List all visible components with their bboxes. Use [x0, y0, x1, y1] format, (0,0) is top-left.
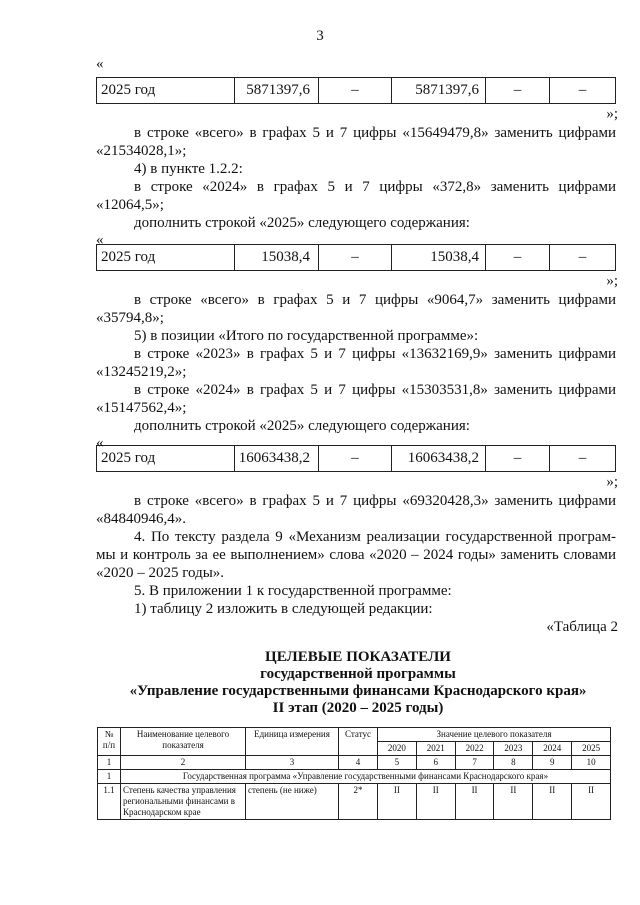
row-name: Степень качества управления региональными финансами в Краснодарском крае	[121, 784, 246, 820]
cell: –	[486, 446, 550, 471]
supplement-line: дополнить строкой «2025» следующего содержания:	[134, 215, 470, 231]
cell: –	[319, 446, 392, 471]
col-number: 5	[378, 756, 417, 770]
cell: 2025 год	[97, 446, 235, 471]
year-header: 2024	[533, 742, 572, 756]
row-value: II	[494, 784, 533, 820]
col-header-status: Статус	[339, 728, 378, 756]
year-header: 2020	[378, 742, 417, 756]
cell: 16063438,2	[392, 446, 486, 471]
para-line: в строке «2023» в графах 5 и 7 цифры «13632169,9» заменить цифрами	[134, 346, 616, 362]
col-header-no: № п/п	[98, 728, 121, 756]
heading-title: ЦЕЛЕВЫЕ ПОКАЗАТЕЛИ	[265, 649, 451, 665]
cell: 15038,4	[392, 245, 486, 270]
row-value: II	[416, 784, 455, 820]
col-header-value: Значение целевого показателя	[378, 728, 611, 742]
para-line: в строке «всего» в графах 5 и 7 цифры «69320428,3» заменить цифрами	[134, 493, 616, 509]
col-number: 9	[533, 756, 572, 770]
para-line: «15147562,4»;	[96, 400, 187, 416]
table-ref: «Таблица 2	[546, 619, 618, 635]
row-value: II	[533, 784, 572, 820]
quote-open: «	[96, 56, 104, 72]
col-number: 8	[494, 756, 533, 770]
col-number: 10	[572, 756, 611, 770]
program-row	[98, 770, 611, 784]
row-status: 2*	[339, 784, 378, 820]
cell: –	[486, 245, 550, 270]
heading-line: государственной программы	[260, 666, 456, 682]
col-header-name: Наименование целевого показателя	[121, 728, 246, 756]
row-value: II	[378, 784, 417, 820]
cell: –	[578, 82, 587, 98]
col-number: 2	[121, 756, 246, 770]
row-value: II	[572, 784, 611, 820]
cell: 16063438,2	[235, 446, 319, 471]
program-title: Государственная программа «Управление государственными финансами Краснодарского края»	[121, 770, 611, 784]
para-line: «13245219,2»;	[96, 364, 187, 380]
para-line: «35794,8»;	[96, 310, 164, 326]
item-5: 5) в позиции «Итого по государственной программе»:	[134, 328, 479, 344]
point-5: 5. В приложении 1 к государственной программе:	[134, 583, 452, 599]
heading-line: II этап (2020 – 2025 годы)	[272, 700, 444, 716]
quote-open: «	[96, 435, 104, 451]
col-number: 3	[246, 756, 339, 770]
col-number: 6	[416, 756, 455, 770]
col-number: 1	[98, 756, 121, 770]
heading-line: «Управление государственными финансами Краснодарского края»	[129, 683, 587, 699]
page-number: 3	[316, 28, 324, 44]
cell: –	[578, 450, 587, 466]
col-header-unit: Единица измерения	[246, 728, 339, 756]
program-no: 1	[98, 770, 121, 784]
cell: –	[486, 78, 550, 103]
row-unit: степень (не ниже)	[246, 784, 339, 820]
point-4-line: «2020 – 2025 годы».	[96, 565, 225, 581]
year-header: 2023	[494, 742, 533, 756]
cell: –	[319, 78, 392, 103]
para-line: в строке «всего» в графах 5 и 7 цифры «15649479,8» заменить цифрами	[134, 125, 616, 141]
para-line: «12064,5»;	[96, 197, 164, 213]
table-row-c	[96, 445, 616, 472]
point-4-line: мы и контроль за ее выполнением» слова «2020 – 2024 годы» заменить словами	[96, 547, 616, 563]
col-number: 7	[455, 756, 494, 770]
year-header: 2022	[455, 742, 494, 756]
para-line: в строке «2024» в графах 5 и 7 цифры «372,8» заменить цифрами	[134, 179, 616, 195]
indicators-table	[97, 727, 611, 820]
cell: 2025 год	[97, 245, 235, 270]
column-numbers-row	[98, 756, 611, 770]
table-row	[98, 784, 611, 820]
para-line: «21534028,1»;	[96, 143, 187, 159]
supplement-line: дополнить строкой «2025» следующего содержания:	[134, 418, 470, 434]
col-number: 4	[339, 756, 378, 770]
para-line: «84840946,4».	[96, 511, 186, 527]
point-4-line: 4. По тексту раздела 9 «Механизм реализации государственной програм-	[134, 529, 616, 545]
row-no: 1.1	[98, 784, 121, 820]
cell: 15038,4	[235, 245, 319, 270]
cell: 5871397,6	[392, 78, 486, 103]
year-header: 2021	[416, 742, 455, 756]
table-row-b	[96, 244, 616, 271]
item-4: 4) в пункте 1.2.2:	[134, 161, 243, 177]
para-line: в строке «всего» в графах 5 и 7 цифры «9064,7» заменить цифрами	[134, 292, 616, 308]
quote-open: «	[96, 232, 104, 248]
table-row-a	[96, 77, 616, 104]
cell: 2025 год	[97, 78, 235, 103]
cell: –	[578, 249, 587, 265]
row-value: II	[455, 784, 494, 820]
quote-close: »;	[606, 106, 618, 122]
year-header: 2025	[572, 742, 611, 756]
sub-1: 1) таблицу 2 изложить в следующей редакции:	[134, 601, 433, 617]
quote-close: »;	[606, 474, 618, 490]
cell: –	[319, 245, 392, 270]
cell: 5871397,6	[235, 78, 319, 103]
quote-close: »;	[606, 273, 618, 289]
para-line: в строке «2024» в графах 5 и 7 цифры «15303531,8» заменить цифрами	[134, 382, 616, 398]
